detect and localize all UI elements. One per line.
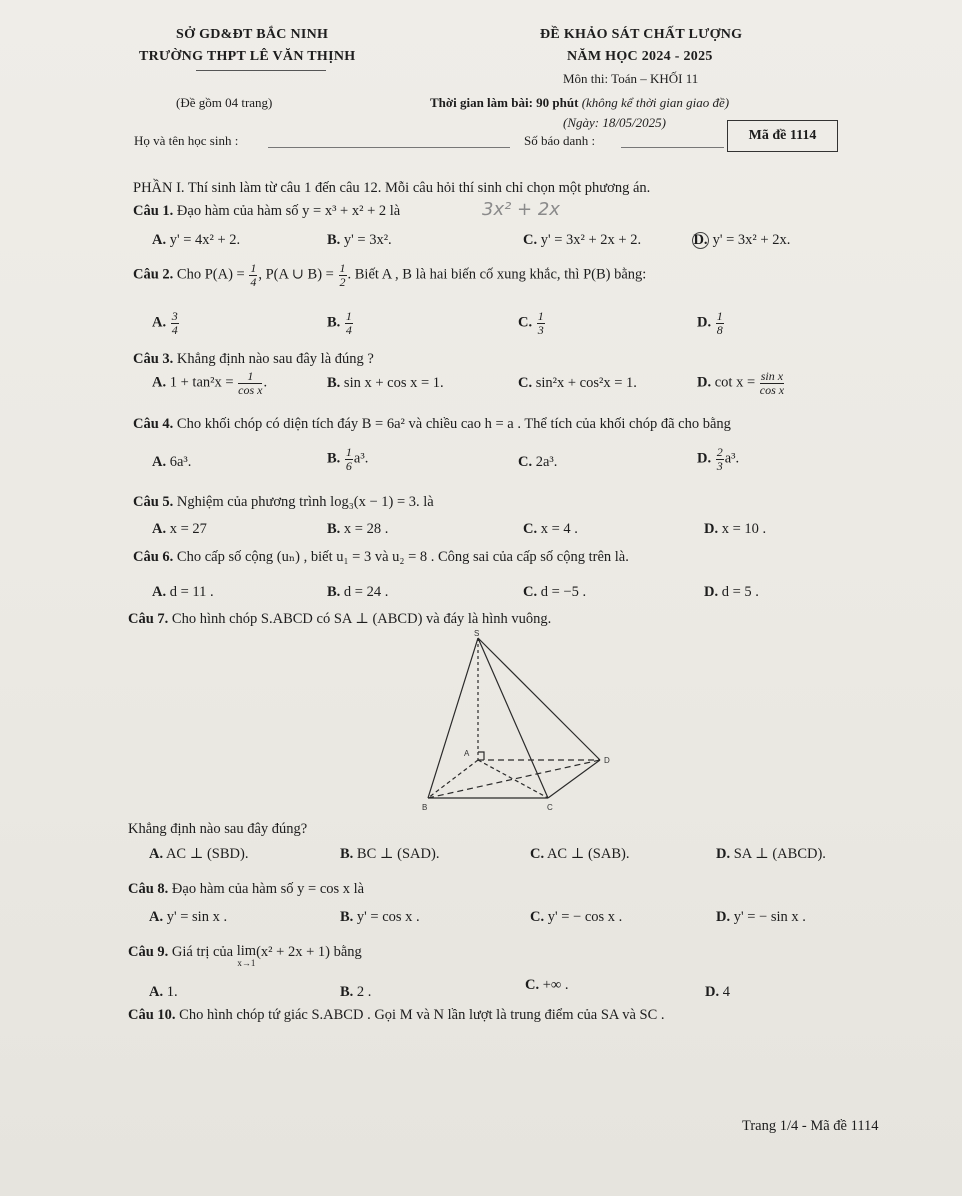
q9-a-text: 1. — [166, 984, 178, 1000]
q8-option-a[interactable] — [149, 909, 227, 926]
q8-option-d[interactable] — [716, 909, 806, 926]
q4 — [133, 416, 731, 433]
q6-c-text: d = −5 . — [540, 584, 587, 600]
q3-a-frac — [238, 370, 262, 396]
q2-d-label: D. — [697, 314, 712, 331]
q2-c-label: C. — [518, 314, 533, 331]
q2-text-b: , P(A ∪ B) = — [258, 266, 338, 283]
q8-c-label: C. — [530, 909, 545, 925]
q3 — [133, 351, 374, 368]
q6 — [133, 549, 629, 566]
vertex-c: C — [547, 803, 553, 812]
header-underline — [196, 70, 326, 71]
q5-option-b[interactable] — [327, 521, 388, 538]
q4-option-c[interactable] — [518, 454, 557, 471]
q4-b-frac — [345, 446, 353, 472]
q9-text-pre: Giá trị của — [171, 944, 234, 960]
q8-label: Câu 8. — [128, 881, 169, 897]
q3-option-a[interactable] — [152, 370, 267, 396]
q1-c-label: C. — [523, 232, 538, 248]
pyramid-figure — [420, 630, 620, 815]
q1-b-label: B. — [327, 232, 341, 248]
sbd-label: Số báo danh : — [524, 133, 596, 148]
q7-c-label: C. — [530, 846, 545, 862]
q5-b-label: B. — [327, 521, 341, 537]
q7-a-label: A. — [149, 846, 164, 862]
q9-option-a[interactable] — [149, 984, 178, 1001]
exam-code-box: Mã đề 1114 — [727, 120, 838, 152]
q9-lim — [237, 944, 256, 968]
q3-b-text: sin x + cos x = 1. — [343, 375, 444, 391]
q4-text: Cho khối chóp có diện tích đáy B = 6a² và chiều cao h = a . Thể tích của khối chóp đã cho bằng — [176, 416, 731, 432]
q2-pa-den: 4 — [250, 274, 257, 289]
q9-lim-sub: x→1 — [237, 957, 256, 968]
q6-option-b[interactable] — [327, 584, 388, 601]
q6-c-label: C. — [523, 584, 538, 600]
q6-option-d[interactable] — [704, 584, 759, 601]
q6-text: Cho cấp số cộng (uₙ) , biết u₁ = 3 và u₂ = 8 . Công sai của cấp số cộng trên là. — [176, 549, 629, 565]
q4-option-b[interactable] — [327, 446, 368, 472]
q9-c-text: +∞ . — [542, 977, 569, 993]
q4-a-text: 6a³. — [169, 454, 192, 470]
q9-option-d[interactable] — [705, 984, 730, 1001]
q1-text: Đạo hàm của hàm số y = x³ + x² + 2 là — [176, 203, 401, 219]
q7-text: Cho hình chóp S.ABCD có SA ⊥ (ABCD) và đáy là hình vuông. — [171, 611, 552, 627]
q2-option-b[interactable] — [327, 310, 354, 336]
q8-b-text: y' = cos x . — [356, 909, 420, 925]
edge-sd — [478, 638, 600, 760]
q2 — [133, 262, 646, 288]
q4-a-label: A. — [152, 454, 167, 470]
diag-ac — [478, 760, 548, 798]
q2-d-num: 1 — [716, 309, 723, 323]
q8-b-label: B. — [340, 909, 354, 925]
q3-b-label: B. — [327, 375, 341, 391]
dept-name: SỞ GD&ĐT BẮC NINH — [176, 27, 329, 42]
q7-b-text: BC ⊥ (SAD). — [356, 846, 440, 862]
q9 — [128, 944, 362, 968]
q6-option-a[interactable] — [152, 584, 214, 601]
q7-claim: Khẳng định nào sau đây đúng? — [128, 821, 308, 837]
q9-text-post: (x² + 2x + 1) bằng — [256, 944, 362, 960]
q3-d-den: cos x — [759, 382, 785, 397]
part-one-instruction: PHẦN I. Thí sinh làm từ câu 1 đến câu 12. Mỗi câu hỏi thí sinh chỉ chọn một phương án. — [133, 180, 651, 196]
q1-a-label: A. — [152, 232, 167, 248]
q3-a-post: . — [263, 374, 268, 391]
q9-c-label: C. — [525, 977, 540, 993]
q5-label: Câu 5. — [133, 494, 174, 510]
q10-label: Câu 10. — [128, 1007, 176, 1023]
q4-option-d[interactable] — [697, 446, 739, 472]
q5-option-c[interactable] — [523, 521, 578, 538]
q2-option-c[interactable] — [518, 310, 546, 336]
school-year: NĂM HỌC 2024 - 2025 — [567, 49, 713, 64]
subject: Môn thi: Toán – KHỐI 11 — [563, 71, 699, 86]
q3-d-num: sin x — [760, 369, 784, 383]
q4-d-frac — [716, 446, 724, 472]
q9-d-label: D. — [705, 984, 720, 1000]
q2-pa-num: 1 — [250, 261, 257, 275]
q4-option-a[interactable] — [152, 454, 191, 471]
exam-title: ĐỀ KHẢO SÁT CHẤT LƯỢNG — [540, 27, 743, 42]
q8-option-c[interactable] — [530, 909, 622, 926]
q7-option-a[interactable] — [149, 846, 248, 863]
pages-note: (Đề gồm 04 trang) — [176, 95, 273, 110]
q3-a-num: 1 — [238, 370, 262, 384]
q7-d-label: D. — [716, 846, 731, 862]
q3-d-label: D. — [697, 374, 712, 391]
q7-d-text: SA ⊥ (ABCD). — [733, 846, 826, 862]
q2-pab-frac — [339, 262, 347, 288]
q6-b-text: d = 24 . — [343, 584, 389, 600]
student-name-line[interactable] — [268, 147, 510, 148]
q5-option-a[interactable] — [152, 521, 207, 538]
q3-option-b[interactable] — [327, 375, 444, 392]
q1-option-b[interactable] — [327, 232, 392, 249]
q2-option-d[interactable] — [697, 310, 725, 336]
exam-time-main: Thời gian làm bài: 90 phút — [430, 95, 579, 110]
sbd-line[interactable] — [621, 147, 724, 148]
q4-d-num: 2 — [716, 445, 723, 459]
q6-a-label: A. — [152, 584, 167, 600]
q2-b-frac — [345, 310, 353, 336]
q4-b-den: 6 — [345, 458, 352, 473]
q1-a-text: y' = 4x² + 2. — [169, 232, 241, 248]
q6-d-label: D. — [704, 584, 719, 600]
q4-c-text: 2a³. — [535, 454, 558, 470]
q1-option-d[interactable] — [693, 232, 791, 249]
q9-option-c[interactable] — [525, 977, 569, 994]
q2-option-a[interactable] — [152, 310, 180, 336]
q6-d-text: d = 5 . — [721, 584, 759, 600]
q7-option-b[interactable] — [340, 846, 439, 863]
q5-option-d[interactable] — [704, 521, 766, 538]
q4-label: Câu 4. — [133, 416, 174, 432]
q7-c-text: AC ⊥ (SAB). — [546, 846, 630, 862]
q5-a-label: A. — [152, 521, 167, 537]
q8-d-text: y' = − sin x . — [733, 909, 806, 925]
q1-d-text: y' = 3x² + 2x. — [712, 232, 791, 248]
q6-label: Câu 6. — [133, 549, 174, 565]
q8-a-text: y' = sin x . — [166, 909, 228, 925]
q4-d-label: D. — [697, 450, 712, 467]
q2-pab-num: 1 — [339, 261, 346, 275]
q1-b-text: y' = 3x². — [343, 232, 392, 248]
q2-c-frac — [537, 310, 545, 336]
q7 — [128, 611, 551, 628]
q2-text-a: Cho P(A) = — [176, 266, 249, 283]
vertex-a: A — [464, 749, 470, 758]
q5-d-text: x = 10 . — [721, 521, 767, 537]
q4-b-label: B. — [327, 450, 341, 467]
handwritten-note: 3x² + 2x — [482, 199, 560, 220]
q1-option-c[interactable] — [523, 232, 641, 249]
q8-a-label: A. — [149, 909, 164, 925]
q1 — [133, 203, 400, 220]
q3-a-pre: 1 + tan²x = — [169, 374, 238, 391]
vertex-s: S — [474, 630, 480, 638]
q3-c-text: sin²x + cos²x = 1. — [535, 375, 637, 391]
q3-a-label: A. — [152, 374, 167, 391]
q4-d-den: 3 — [716, 458, 723, 473]
q9-lim-word: lim — [236, 943, 257, 959]
q8-option-b[interactable] — [340, 909, 420, 926]
q9-d-text: 4 — [722, 984, 730, 1000]
q9-a-label: A. — [149, 984, 164, 1000]
q7-b-label: B. — [340, 846, 354, 862]
q9-b-text: 2 . — [356, 984, 372, 1000]
q2-pa-frac — [249, 262, 257, 288]
q4-d-post: a³. — [724, 450, 740, 467]
q4-b-post: a³. — [353, 450, 369, 467]
q2-a-label: A. — [152, 314, 167, 331]
q7-option-c[interactable] — [530, 846, 629, 863]
q2-a-num: 3 — [171, 309, 178, 323]
q5-text: Nghiệm của phương trình log₃(x − 1) = 3. là — [176, 494, 434, 510]
q1-c-text: y' = 3x² + 2x + 2. — [540, 232, 642, 248]
q3-text: Khẳng định nào sau đây là đúng ? — [176, 351, 374, 367]
q5-a-text: x = 27 — [169, 521, 207, 537]
q6-a-text: d = 11 . — [169, 584, 214, 600]
q9-option-b[interactable] — [340, 984, 371, 1001]
exam-date: (Ngày: 18/05/2025) — [563, 115, 666, 130]
q5-b-text: x = 28 . — [343, 521, 389, 537]
q6-b-label: B. — [327, 584, 341, 600]
q5-c-label: C. — [523, 521, 538, 537]
q5 — [133, 494, 434, 511]
edge-sb — [428, 638, 478, 798]
q1-option-a[interactable] — [152, 232, 240, 249]
q2-b-label: B. — [327, 314, 341, 331]
q2-a-den: 4 — [171, 322, 178, 337]
q2-b-den: 4 — [345, 322, 352, 337]
q1-d-label-circled: D. — [693, 232, 708, 248]
q3-label: Câu 3. — [133, 351, 174, 367]
q2-d-frac — [716, 310, 724, 336]
q8 — [128, 881, 364, 898]
exam-time-note: (không kể thời gian giao đề) — [581, 95, 730, 110]
q3-option-c[interactable] — [518, 375, 637, 392]
q2-text-c: . Biết A , B là hai biến cố xung khắc, thì P(B) bằng: — [347, 266, 647, 283]
q3-a-den: cos x — [238, 382, 263, 397]
vertex-d: D — [604, 756, 610, 765]
right-angle-mark — [478, 752, 484, 760]
q1-label: Câu 1. — [133, 203, 174, 219]
q9-b-label: B. — [340, 984, 354, 1000]
q4-c-label: C. — [518, 454, 533, 470]
q3-option-d[interactable] — [697, 370, 785, 396]
q3-c-label: C. — [518, 375, 533, 391]
q2-c-den: 3 — [537, 322, 544, 337]
q4-b-num: 1 — [345, 445, 352, 459]
q7-option-d[interactable] — [716, 846, 826, 863]
q10-text: Cho hình chóp tứ giác S.ABCD . Gọi M và N lần lượt là trung điểm của SA và SC . — [179, 1007, 665, 1023]
page-footer: Trang 1/4 - Mã đề 1114 — [742, 1118, 879, 1134]
q10 — [128, 1007, 665, 1024]
q2-b-num: 1 — [345, 309, 352, 323]
q2-pab-den: 2 — [339, 274, 346, 289]
q2-d-den: 8 — [716, 322, 723, 337]
q8-c-text: y' = − cos x . — [547, 909, 623, 925]
edge-cd — [548, 760, 600, 798]
q6-option-c[interactable] — [523, 584, 586, 601]
q2-label: Câu 2. — [133, 266, 174, 283]
q9-label: Câu 9. — [128, 944, 169, 960]
exam-time — [430, 95, 729, 111]
q2-a-frac — [171, 310, 179, 336]
q3-d-pre: cot x = — [714, 374, 759, 391]
q2-c-num: 1 — [537, 309, 544, 323]
q8-text: Đạo hàm của hàm số y = cos x là — [171, 881, 365, 897]
q7-a-text: AC ⊥ (SBD). — [165, 846, 249, 862]
vertex-b: B — [422, 803, 428, 812]
q8-d-label: D. — [716, 909, 731, 925]
q5-c-text: x = 4 . — [540, 521, 578, 537]
q5-d-label: D. — [704, 521, 719, 537]
q3-d-frac — [760, 370, 784, 396]
school-name: TRƯỜNG THPT LÊ VĂN THỊNH — [139, 49, 356, 64]
q7-label: Câu 7. — [128, 611, 169, 627]
student-name-label: Họ và tên học sinh : — [134, 133, 239, 148]
